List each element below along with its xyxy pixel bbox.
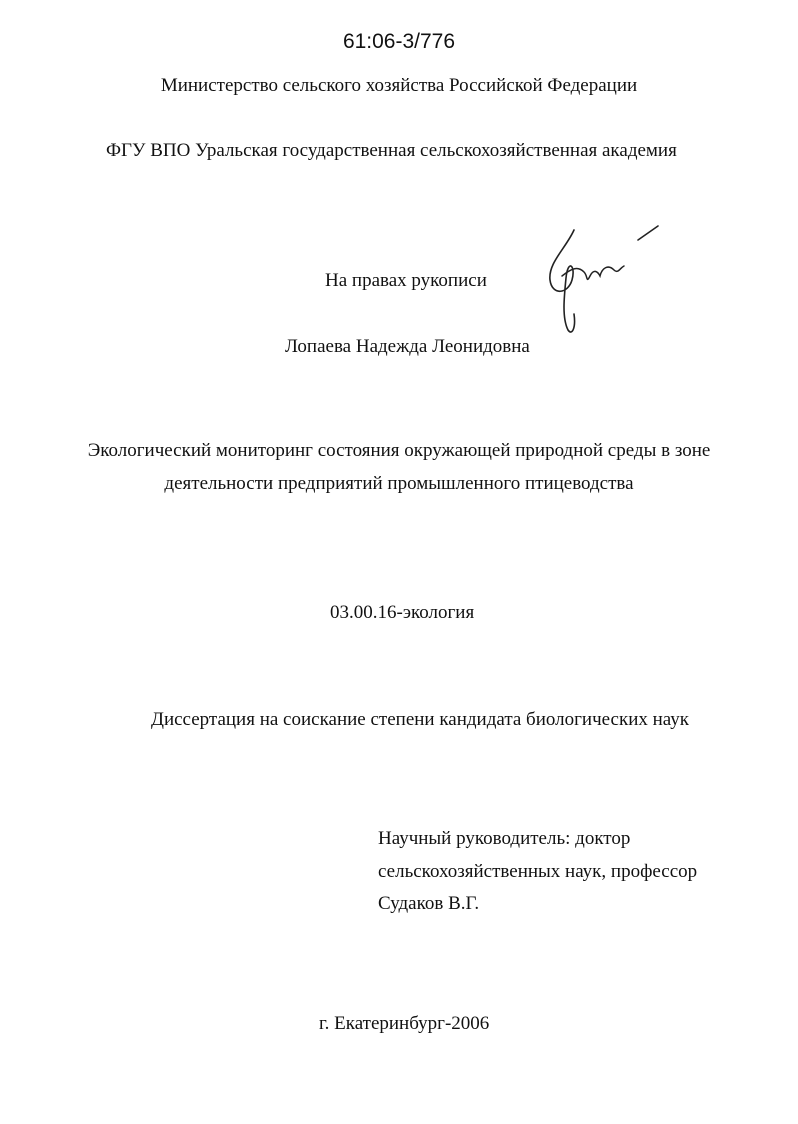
title-line-1: Экологический мониторинг состояния окружающей природной среды в зоне bbox=[87, 440, 711, 461]
supervisor-line-3: Судаков В.Г. bbox=[378, 893, 480, 914]
author-name: Лопаева Надежда Леонидовна bbox=[285, 336, 530, 357]
signature-icon bbox=[538, 218, 668, 338]
manuscript-note: На правах рукописи bbox=[325, 270, 487, 291]
city-year: г. Екатеринбург-2006 bbox=[319, 1013, 490, 1034]
dissertation-line: Диссертация на соискание степени кандидата биологических наук bbox=[151, 709, 689, 730]
academy-line: ФГУ ВПО Уральская государственная сельскохозяйственная академия bbox=[106, 140, 677, 161]
title-line-2: деятельности предприятий промышленного птицеводства bbox=[164, 473, 634, 494]
document-code: 61:06-3/776 bbox=[342, 30, 456, 53]
specialty: 03.00.16-экология bbox=[330, 602, 475, 623]
supervisor-line-2: сельскохозяйственных наук, профессор bbox=[378, 861, 698, 882]
ministry-line: Министерство сельского хозяйства Российской Федерации bbox=[160, 75, 638, 96]
supervisor-line-1: Научный руководитель: доктор bbox=[378, 828, 631, 849]
